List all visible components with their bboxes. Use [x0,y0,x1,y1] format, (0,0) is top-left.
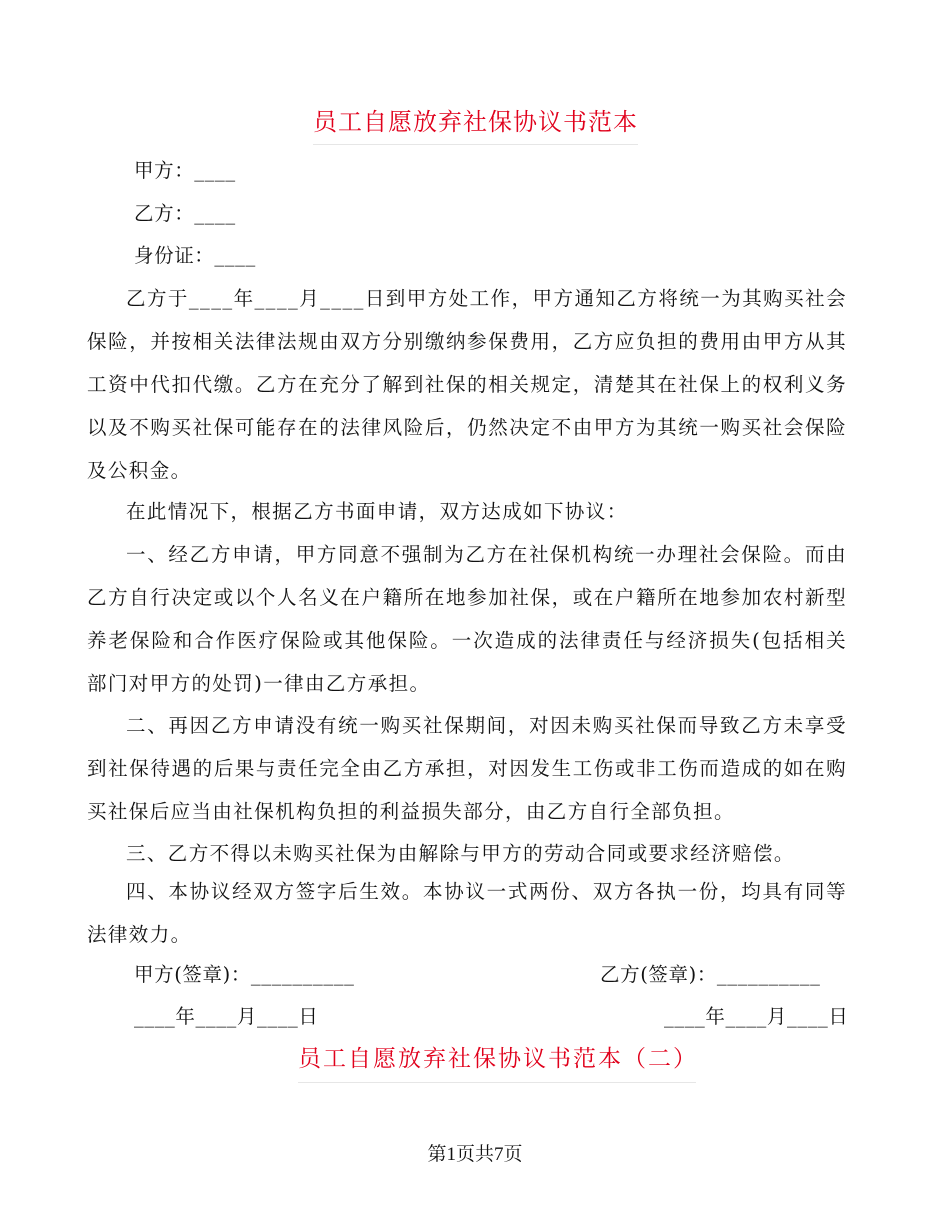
clause-one: 一、经乙方申请，甲方同意不强制为乙方在社保机构统一办理社会保险。而由乙方自行决定或以个人名义在户籍所在地参加社保，或在户籍所在地参加农村新型养老保险和合作医疗保险或其他保险。一次造成的法律责任与经济损失(包括相关部门对甲方的处罚)一律由乙方承担。 [87,543,847,695]
clause-three: 三、乙方不得以未购买社保为由解除与甲方的劳动合同或要求经济赔偿。 [126,842,795,865]
second-document-title: 员工自愿放弃社保协议书范本（二） [298,1044,696,1083]
party-a-signature: 甲方(签章)：__________ [134,963,355,986]
party-a-date: ____年____月____日 [134,1005,319,1028]
clause-four: 四、本协议经双方签字后生效。本协议一式两份、双方各执一份，均具有同等法律效力。 [87,880,847,946]
page-number: 第1页共7页 [427,1144,523,1165]
clause-two: 二、再因乙方申请没有统一购买社保期间，对因未购买社保而导致乙方未享受到社保待遇的后果与责任完全由乙方承担，对因发生工伤或非工伤而造成的如在购买社保后应当由社保机构负担的利益损失部分，由乙方自行全部负担。 [87,714,847,823]
id-card-field: 身份证：____ [134,244,256,267]
party-b-date: ____年____月____日 [664,1005,849,1028]
party-a-field: 甲方：____ [134,159,236,182]
document-title: 员工自愿放弃社保协议书范本 [313,104,638,145]
paragraph-intro: 在此情况下，根据乙方书面申请，双方达成如下协议： [126,500,628,523]
party-b-field: 乙方：____ [134,202,236,225]
paragraph-employment: 乙方于____年____月____日到甲方处工作，甲方通知乙方将统一为其购买社会保险，并按相关法律法规由双方分别缴纳参保费用，乙方应负担的费用由甲方从其工资中代扣代缴。乙方在充分了解到社保的相关规定，清楚其在社保上的权利义务以及不购买社保可能存在的法律风险后，仍然决定不由甲方为其统一购买社会保险及公积金。 [87,287,847,482]
party-b-signature: 乙方(签章)：__________ [600,963,821,986]
